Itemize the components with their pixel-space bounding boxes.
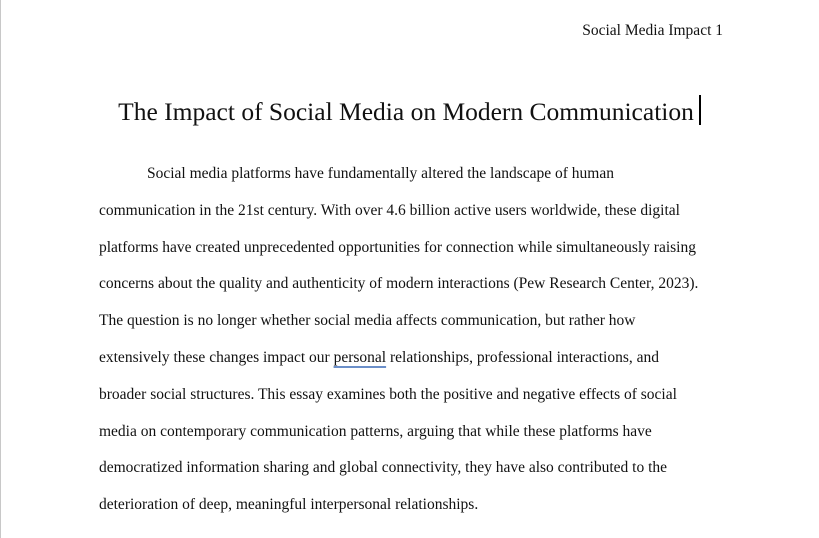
paragraph-line[interactable]: democratized information sharing and global connectivity, they have also contributed to the (99, 459, 668, 477)
running-head-text: Social Media Impact (582, 22, 712, 39)
page-number: 1 (715, 22, 723, 39)
paragraph-line[interactable] (99, 346, 739, 383)
essay-paragraph[interactable] (99, 162, 739, 530)
text-cursor (699, 95, 701, 125)
paragraph-line[interactable]: Social media platforms have fundamentally altered the landscape of human (147, 165, 614, 182)
paragraph-line[interactable]: broader social structures. This essay examines both the positive and negative effects of social (99, 385, 677, 403)
running-head (582, 20, 723, 42)
essay-title[interactable]: The Impact of Social Media on Modern Communication (118, 97, 694, 126)
title-line[interactable] (0, 94, 819, 130)
page-left-edge (0, 0, 1, 538)
spellcheck-flagged-word[interactable]: personal (333, 348, 387, 366)
line-text-after: relationships, professional interactions, and (386, 348, 660, 366)
line-text-before: extensively these changes impact our (99, 348, 334, 366)
paragraph-line[interactable]: media on contemporary communication patterns, arguing that while these platforms have (99, 422, 652, 440)
paragraph-line[interactable]: communication in the 21st century. With over 4.6 billion active users worldwide, these digital (99, 201, 680, 219)
paragraph-line[interactable]: concerns about the quality and authenticity of modern interactions (Pew Research Center, 2023). (99, 275, 699, 293)
paragraph-line[interactable]: The question is no longer whether social media affects communication, but rather how (99, 312, 636, 330)
paragraph-line[interactable]: platforms have created unprecedented opportunities for connection while simultaneously raising (99, 238, 696, 256)
paragraph-line[interactable]: deterioration of deep, meaningful interpersonal relationships. (99, 496, 479, 514)
